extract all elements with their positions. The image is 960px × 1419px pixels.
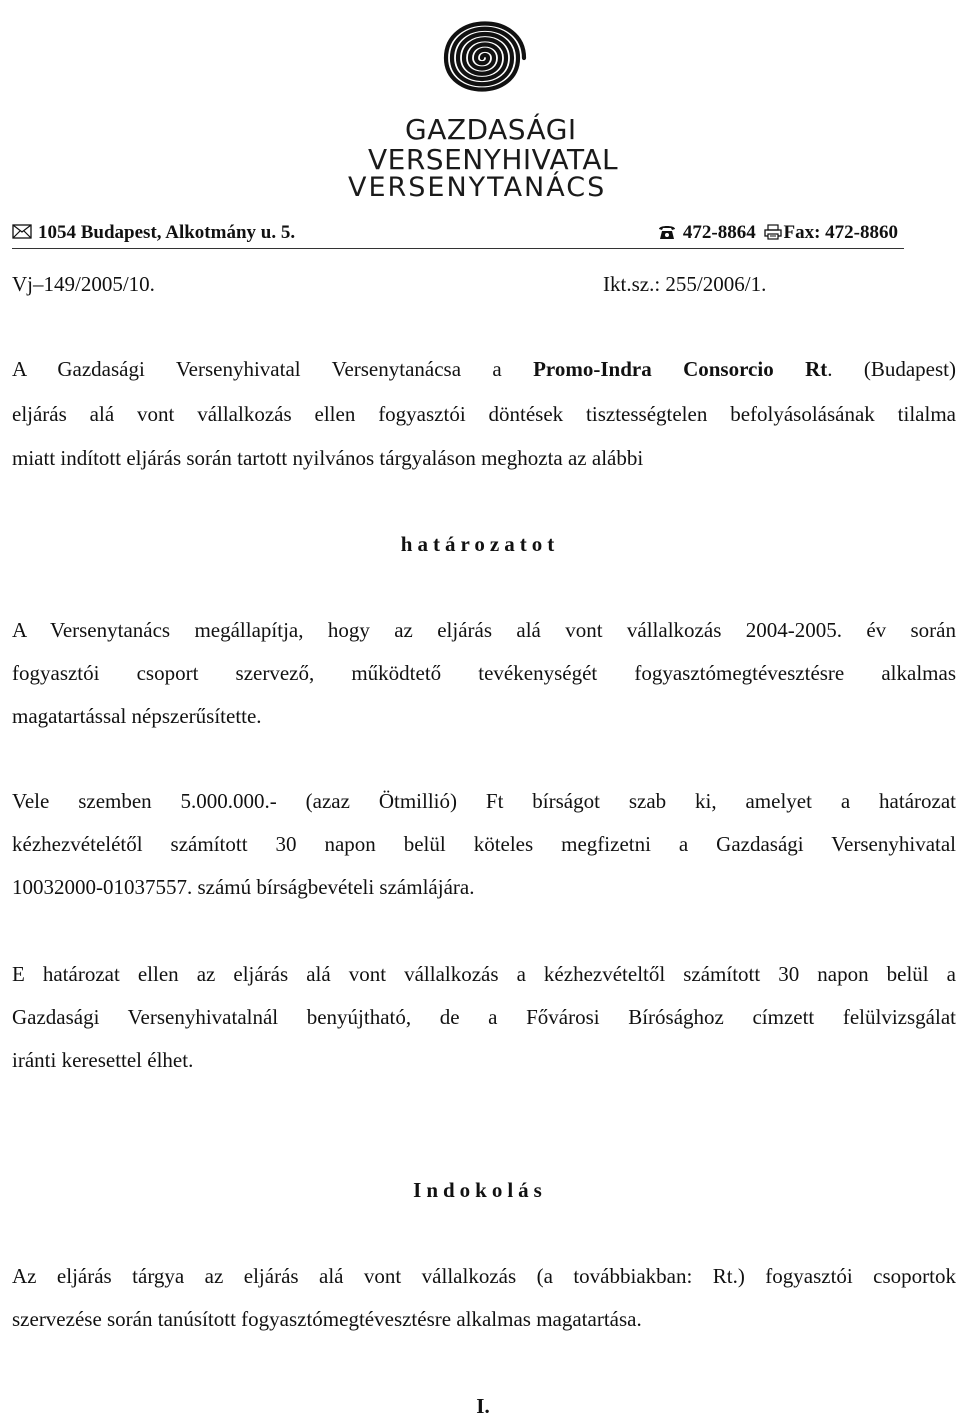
decision-p3-line-3: iránti keresettel élhet. <box>12 1048 194 1072</box>
address-block <box>12 222 295 244</box>
filing-number: Ikt.sz.: 255/2006/1. <box>603 272 767 296</box>
contact-line <box>12 222 898 246</box>
reasoning-p1-line-2: szervezése során tanúsított fogyasztómegtévesztésre alkalmas magatartása. <box>12 1307 642 1331</box>
header-divider <box>12 248 904 249</box>
decision-p3-line-2: Gazdasági Versenyhivatalnál benyújtható, de a Fővárosi Bírósághoz címzett felülvizsgálat <box>12 1005 956 1029</box>
fax-text: Fax: 472-8860 <box>783 222 898 243</box>
decision-heading: határozatot <box>400 532 560 556</box>
logo-line-3: VERSENYTANÁCS <box>348 172 607 203</box>
intro-line-1a: A Gazdasági Versenyhivatal Versenytanácsa a <box>12 357 502 381</box>
address-text: 1054 Budapest, Alkotmány u. 5. <box>38 222 296 243</box>
phone-text: 472-8864 <box>682 222 756 243</box>
telephone-icon <box>657 224 677 240</box>
spiral-emblem-icon <box>438 0 528 112</box>
intro-line-1 <box>12 357 956 382</box>
respondent-name: Promo-Indra Consorcio Rt <box>533 357 828 381</box>
decision-p1-line-1: A Versenytanács megállapítja, hogy az eljárás alá vont vállalkozás 2004-2005. év során <box>12 618 956 642</box>
phone-fax-block <box>657 222 898 244</box>
logo-line-2: VERSENYHIVATAL <box>368 143 619 176</box>
agency-logo <box>340 0 630 202</box>
decision-p2-line-3: 10032000-01037557. számú bírságbevételi számlájára. <box>12 875 475 899</box>
section-number: I. <box>476 1394 490 1418</box>
intro-line-3: miatt indított eljárás során tartott nyilvános tárgyaláson meghozta az alábbi <box>12 446 644 470</box>
case-number: Vj–149/2005/10. <box>12 272 155 296</box>
envelope-icon <box>12 224 32 239</box>
reasoning-p1-line-1: Az eljárás tárgya az eljárás alá vont vállalkozás (a továbbiakban: Rt.) fogyasztói csoportok <box>12 1264 956 1288</box>
logo-line-1: GAZDASÁGI <box>405 113 577 146</box>
decision-p3-line-1: E határozat ellen az eljárás alá vont vállalkozás a kézhezvételtől számított 30 napon belül a <box>12 962 956 986</box>
intro-line-2: eljárás alá vont vállalkozás ellen fogyasztói döntések tisztességtelen befolyásolásának tilalma <box>12 402 956 426</box>
reasoning-heading: Indokolás <box>413 1178 547 1202</box>
decision-p1-line-2: fogyasztói csoport szervező, működtető tevékenységét fogyasztómegtévesztésre alkalmas <box>12 661 956 685</box>
fax-icon <box>764 224 782 240</box>
intro-line-1c: . (Budapest) <box>827 357 956 381</box>
decision-p2-line-2: kézhezvételétől számított 30 napon belül köteles megfizetni a Gazdasági Versenyhivatal <box>12 832 956 856</box>
decision-p1-line-3: magatartással népszerűsítette. <box>12 704 262 728</box>
decision-p2-line-1: Vele szemben 5.000.000.- (azaz Ötmillió) Ft bírságot szab ki, amelyet a határozat <box>12 789 956 813</box>
